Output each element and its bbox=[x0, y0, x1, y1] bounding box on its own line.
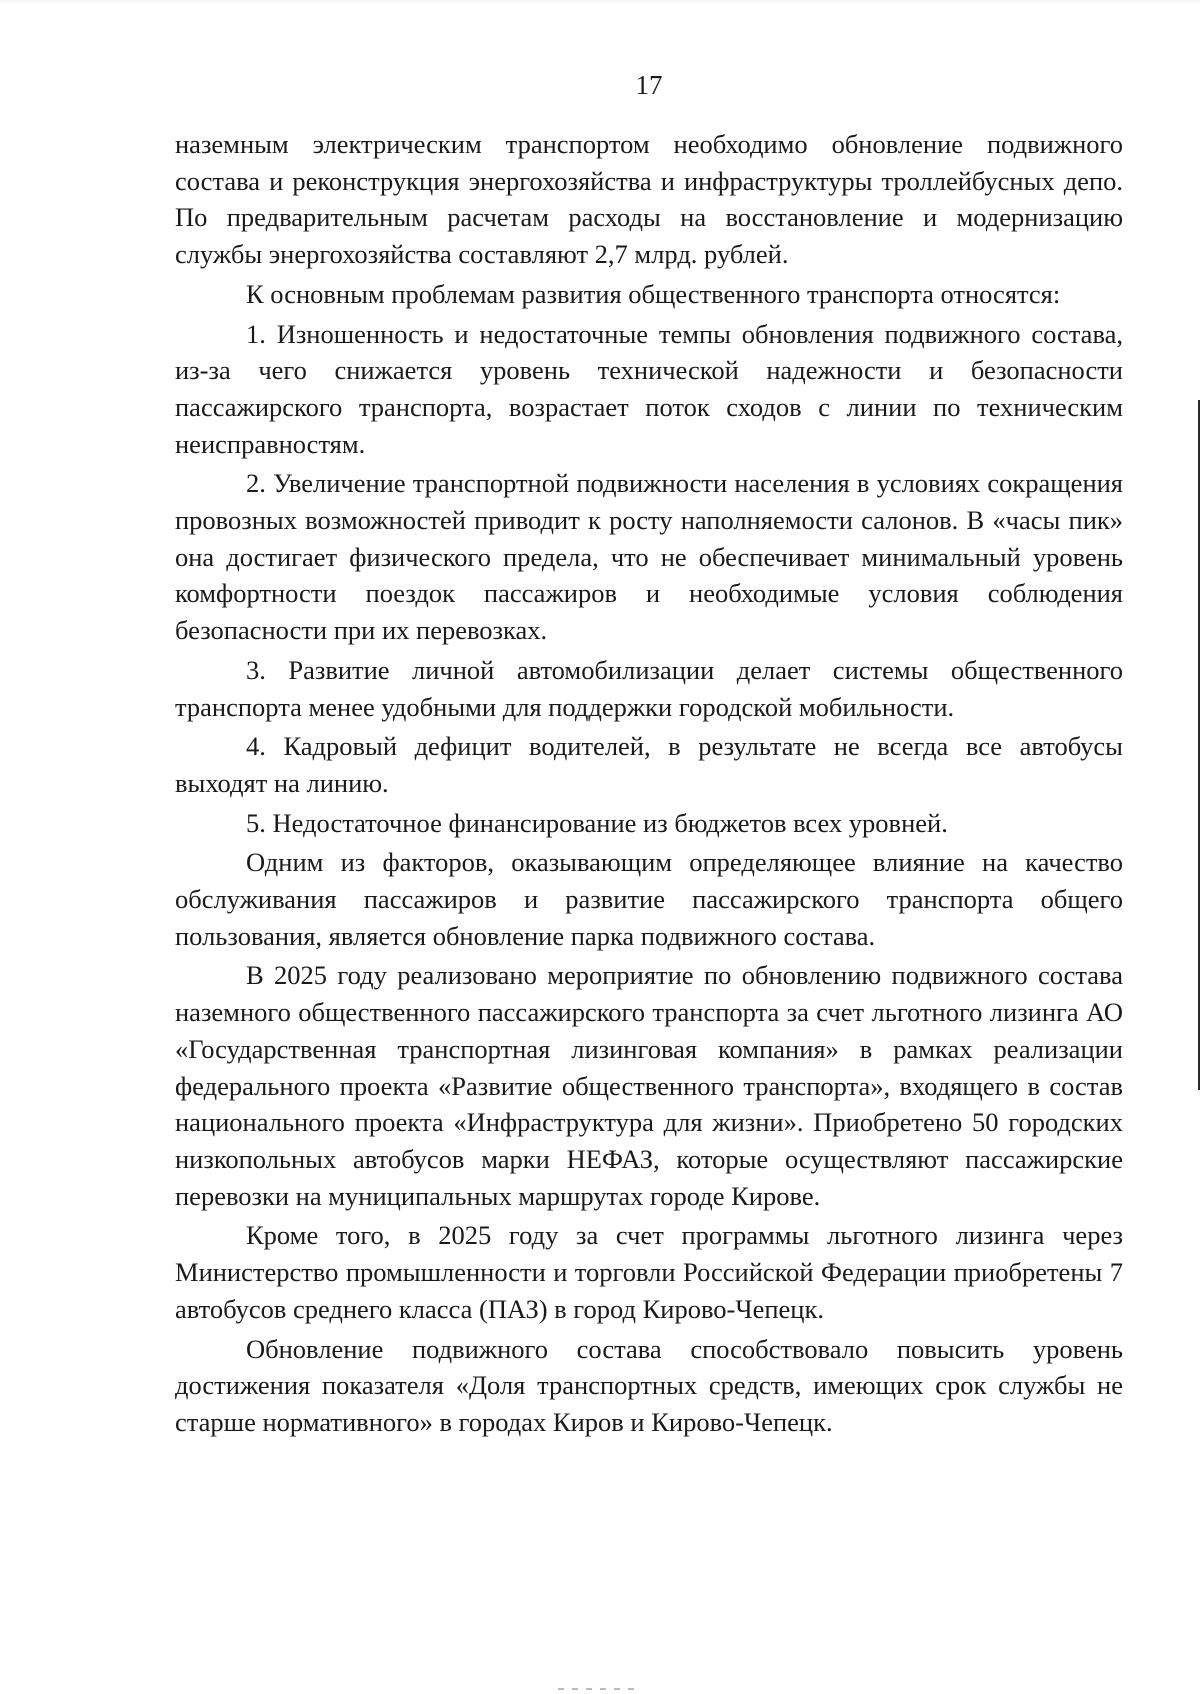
scan-bottom-artifact bbox=[558, 1688, 638, 1690]
list-item-problem-2: 2. Увеличение транспортной подвижности населения в условиях сокращения провозных возможностей приводит к росту наполняемости салонов. В «часы пик» она достигает физического предела, что не обеспечивает минимальный уровень комфортности поездок пассажиров и необходимые условия соблюдения безопасности при их перевозках. bbox=[175, 468, 1123, 646]
paragraph-continuation: наземным электрическим транспортом необходимо обновление подвижного состава и реконструкция энергохозяйства и инфраструктуры троллейбусных депо. По предварительным расчетам расходы на восстановление и модернизацию службы энергохозяйства составляют 2,7 млрд. рублей. bbox=[175, 129, 1123, 270]
paragraph-fleet-factor: Одним из факторов, оказывающим определяющее влияние на качество обслуживания пассажиров и развитие пассажирского транспорта общего пользования, является обновление парка подвижного состава. bbox=[175, 847, 1123, 951]
list-item-problem-3: 3. Развитие личной автомобилизации делает системы общественного транспорта менее удобными для поддержки городской мобильности. bbox=[175, 654, 1123, 722]
page-number: 17 bbox=[635, 70, 663, 100]
paragraph-problems-intro: К основным проблемам развития общественного транспорта относятся: bbox=[246, 278, 1061, 309]
paragraph-indicator: Обновление подвижного состава способствовало повысить уровень достижения показателя «Доля транспортных средств, имеющих срок службы не старше нормативного» в городах Киров и Кирово-Чепецк. bbox=[175, 1333, 1123, 1437]
list-item-problem-5: 5. Недостаточное финансирование из бюджетов всех уровней. bbox=[246, 807, 948, 838]
list-item-problem-1: 1. Изношенность и недостаточные темпы обновления подвижного состава, из-за чего снижается уровень технической надежности и безопасности пассажирского транспорта, возрастает поток сходов с линии по техническим неисправностям. bbox=[175, 318, 1123, 459]
paragraph-2025-leasing: В 2025 году реализовано мероприятие по обновлению подвижного состава наземного общественного пассажирского транспорта за счет льготного лизинга АО «Государственная транспортная лизинговая компания» в рамках реализации федерального проекта «Развитие общественного транспорта», входящего в состав национального проекта «Инфраструктура для жизни». Приобретено 50 городских низкопольных автобусов марки НЕФАЗ, которые осуществляют пассажирские перевозки на муниципальных маршрутах городе Кирове. bbox=[175, 960, 1123, 1211]
scan-top-artifact bbox=[0, 0, 1200, 4]
paragraph-paz-buses: Кроме того, в 2025 году за счет программы льготного лизинга через Министерство промышленности и торговли Российской Федерации приобретены 7 автобусов среднего класса (ПАЗ) в город Кирово-Чепецк. bbox=[175, 1220, 1123, 1324]
list-item-problem-4: 4. Кадровый дефицит водителей, в результате не всегда все автобусы выходят на линию. bbox=[175, 731, 1123, 798]
document-body bbox=[175, 126, 1123, 1441]
